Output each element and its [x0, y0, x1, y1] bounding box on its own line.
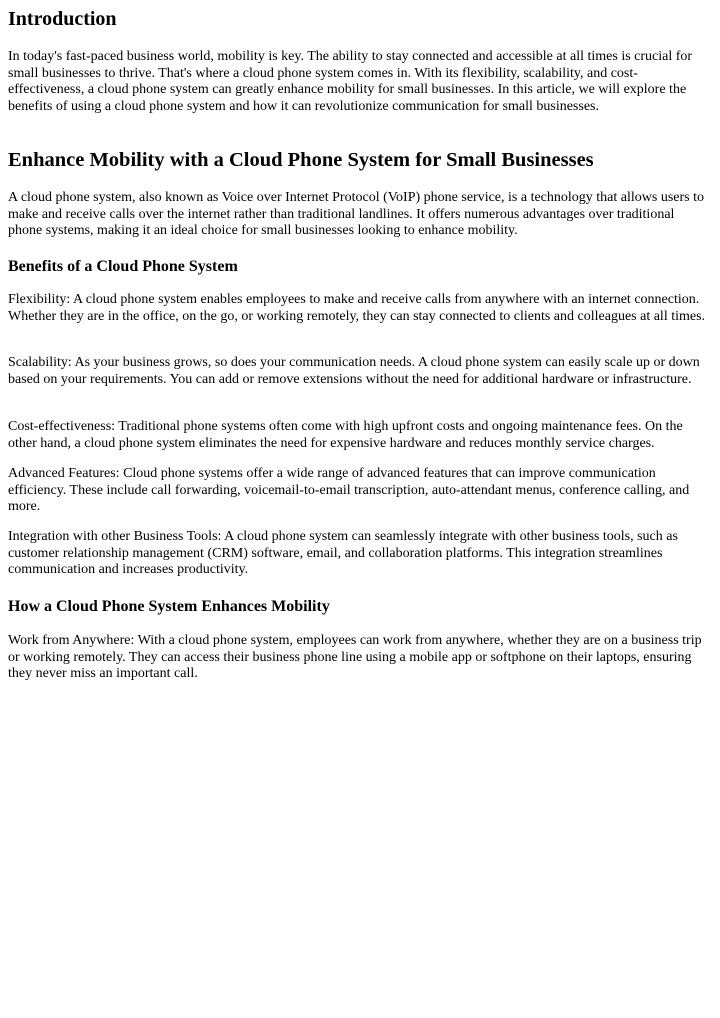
benefit-flexibility-paragraph: Flexibility: A cloud phone system enables employees to make and receive calls from anywhere with an internet connection. Whether they are in the office, on the go, or working remotely, they can stay connected to clients and colleagues at all times.: [8, 292, 706, 324]
benefit-scalability-paragraph: Scalability: As your business grows, so does your communication needs. A cloud phone system can easily scale up or down based on your requirements. You can add or remove extensions without the need for additional hardware or infrastructure.: [8, 355, 700, 387]
main-intro-paragraph: A cloud phone system, also known as Voice over Internet Protocol (VoIP) phone service, is a technology that allows users to make and receive calls over the internet rather than traditional landlines. It offers numerous advantages over traditional phone systems, making it an ideal choice for small businesses looking to enhance mobility.: [8, 190, 704, 239]
mobility-heading: How a Cloud Phone System Enhances Mobility: [8, 598, 330, 615]
main-heading: Enhance Mobility with a Cloud Phone System for Small Businesses: [8, 149, 594, 171]
introduction-paragraph: In today's fast-paced business world, mobility is key. The ability to stay connected and accessible at all times is crucial for small businesses to thrive. That's where a cloud phone system comes in. With its flexibility, scalability, and cost-effectiveness, a cloud phone system can greatly enhance mobility for small businesses. In this article, we will explore the benefits of using a cloud phone system and how it can revolutionize communication for small businesses.: [8, 49, 693, 114]
benefit-cost-effectiveness-paragraph: Cost-effectiveness: Traditional phone systems often come with high upfront costs and ongoing maintenance fees. On the other hand, a cloud phone system eliminates the need for expensive hardware and reduces monthly service charges.: [8, 419, 683, 451]
introduction-heading: Introduction: [8, 8, 117, 30]
mobility-work-from-anywhere-paragraph: Work from Anywhere: With a cloud phone system, employees can work from anywhere, whether they are on a business trip or working remotely. They can access their business phone line using a mobile app or softphone on their laptops, ensuring they never miss an important call.: [8, 633, 702, 682]
benefit-integration-paragraph: Integration with other Business Tools: A cloud phone system can seamlessly integrate with other business tools, such as customer relationship management (CRM) software, email, and collaboration platforms. This integration streamlines communication and increases productivity.: [8, 529, 678, 578]
benefit-advanced-features-paragraph: Advanced Features: Cloud phone systems offer a wide range of advanced features that can improve communication efficiency. These include call forwarding, voicemail-to-email transcription, auto-attendant menus, conference calling, and more.: [8, 466, 690, 515]
benefits-heading: Benefits of a Cloud Phone System: [8, 258, 238, 275]
